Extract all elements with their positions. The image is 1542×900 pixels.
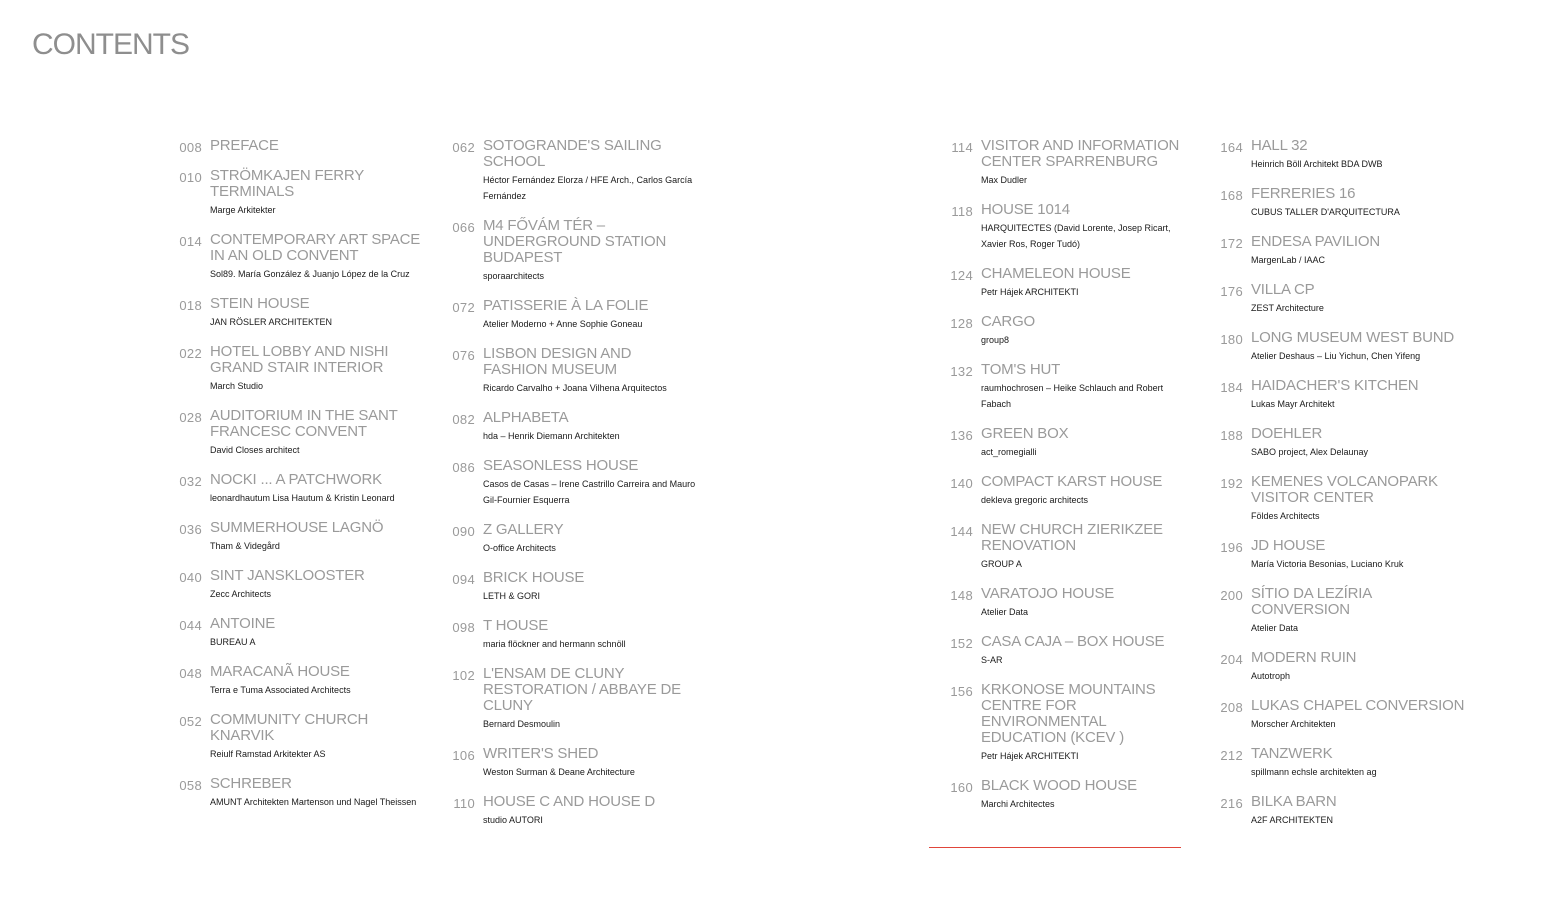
toc-entry[interactable]: [447, 794, 697, 828]
project-title: Z GALLERY: [483, 521, 564, 538]
toc-entry[interactable]: [1215, 586, 1465, 636]
architect-name: Földes Architects: [1251, 511, 1320, 521]
toc-entry[interactable]: [1215, 426, 1465, 460]
project-title: SINT JANSKLOOSTER: [210, 567, 365, 584]
page-number: 196: [1220, 540, 1243, 555]
project-title: SCHREBER: [210, 775, 292, 792]
project-title: DOEHLER: [1251, 425, 1323, 442]
toc-entry[interactable]: [945, 778, 1195, 812]
project-title: LISBON DESIGN AND FASHION MUSEUM: [483, 345, 632, 378]
page-number: 008: [179, 140, 202, 155]
page-number: 048: [179, 666, 202, 681]
page-number: 172: [1220, 236, 1243, 251]
toc-entry[interactable]: [945, 426, 1195, 460]
toc-entry[interactable]: [174, 712, 424, 762]
page-number: 076: [452, 348, 475, 363]
page-number: 200: [1220, 588, 1243, 603]
page-number: 164: [1220, 140, 1243, 155]
architect-name: leonardhautum Lisa Hautum & Kristin Leonard: [210, 493, 395, 503]
project-title: VARATOJO HOUSE: [981, 585, 1115, 602]
architect-name: group8: [981, 335, 1010, 345]
architect-name: Reiulf Ramstad Arkitekter AS: [210, 749, 326, 759]
architect-name: O-office Architects: [483, 543, 556, 553]
project-title: LONG MUSEUM WEST BUND: [1251, 329, 1455, 346]
toc-entry[interactable]: [447, 666, 697, 732]
toc-entry[interactable]: [447, 298, 697, 332]
architect-name: dekleva gregoric architects: [981, 495, 1089, 505]
architect-name: Sol89. María González & Juanjo López de la Cruz: [210, 269, 410, 279]
page-number: 144: [950, 524, 973, 539]
toc-entry[interactable]: [945, 266, 1195, 300]
project-title: GREEN BOX: [981, 425, 1069, 442]
project-title: VILLA CP: [1251, 281, 1315, 298]
toc-entry[interactable]: [1215, 474, 1465, 524]
project-title: STRÖMKAJEN FERRY TERMINALS: [210, 167, 364, 200]
page-number: 160: [950, 780, 973, 795]
toc-entry[interactable]: [174, 664, 424, 698]
architect-name: GROUP A: [981, 559, 1022, 569]
page-number: 156: [950, 684, 973, 699]
page-number: 028: [179, 410, 202, 425]
page-number: 014: [179, 234, 202, 249]
architect-name: sporaarchitects: [483, 271, 545, 281]
project-title: COMPACT KARST HOUSE: [981, 473, 1163, 490]
toc-column-3: [945, 138, 1195, 826]
toc-entry[interactable]: [1215, 378, 1465, 412]
architect-name: Heinrich Böll Architekt BDA DWB: [1251, 159, 1383, 169]
toc-entry[interactable]: [174, 776, 424, 810]
architect-name: Weston Surman & Deane Architecture: [483, 767, 635, 777]
architect-name: Héctor Fernández Elorza / HFE Arch., Carlos García Fernández: [483, 175, 693, 201]
page-number: 044: [179, 618, 202, 633]
project-title: AUDITORIUM IN THE SANT FRANCESC CONVENT: [210, 407, 398, 440]
project-title: L'ENSAM DE CLUNY RESTORATION / ABBAYE DE CLUNY: [483, 665, 681, 714]
toc-entry[interactable]: [1215, 282, 1465, 316]
project-title: M4 FŐVÁM TÉR – UNDERGROUND STATION BUDAPEST: [483, 217, 667, 266]
toc-entry[interactable]: [174, 472, 424, 506]
architect-name: Lukas Mayr Architekt: [1251, 399, 1335, 409]
architect-name: Atelier Moderno + Anne Sophie Goneau: [483, 319, 643, 329]
toc-entry[interactable]: [447, 746, 697, 780]
page-number: 132: [950, 364, 973, 379]
page-number: 180: [1220, 332, 1243, 347]
page-number: 176: [1220, 284, 1243, 299]
architect-name: Terra e Tuma Associated Architects: [210, 685, 351, 695]
page-number: 036: [179, 522, 202, 537]
toc-entry[interactable]: [174, 520, 424, 554]
project-title: T HOUSE: [483, 617, 549, 634]
architect-name: Morscher Architekten: [1251, 719, 1336, 729]
toc-entry[interactable]: [174, 408, 424, 458]
page-number: 032: [179, 474, 202, 489]
page-number: 086: [452, 460, 475, 475]
toc-entry[interactable]: [174, 344, 424, 394]
toc-entry[interactable]: [447, 522, 697, 556]
toc-entry[interactable]: [1215, 746, 1465, 780]
toc-entry[interactable]: [1215, 138, 1465, 172]
project-title: CARGO: [981, 313, 1036, 330]
page-number: 124: [950, 268, 973, 283]
page-number: 188: [1220, 428, 1243, 443]
architect-name: Zecc Architects: [210, 589, 272, 599]
project-title: NOCKI ... A PATCHWORK: [210, 471, 382, 488]
toc-column-4: [1215, 138, 1465, 842]
project-title: SOTOGRANDE'S SAILING SCHOOL: [483, 137, 662, 170]
project-title: NEW CHURCH ZIERIKZEE RENOVATION: [981, 521, 1163, 554]
page-number: 110: [453, 796, 475, 811]
project-title: MARACANÃ HOUSE: [210, 663, 350, 680]
toc-entry[interactable]: [1215, 234, 1465, 268]
project-title: HOTEL LOBBY AND NISHI GRAND STAIR INTERIOR: [210, 343, 389, 376]
project-title: STEIN HOUSE: [210, 295, 310, 312]
project-title: SUMMERHOUSE LAGNÖ: [210, 519, 384, 536]
architect-name: CUBUS TALLER D'ARQUITECTURA: [1251, 207, 1400, 217]
page-number: 168: [1220, 188, 1243, 203]
toc-entry[interactable]: [447, 218, 697, 284]
page-number: 058: [179, 778, 202, 793]
project-title: HOUSE C AND HOUSE D: [483, 793, 656, 810]
toc-entry[interactable]: [945, 138, 1195, 188]
page-number: 082: [452, 412, 475, 427]
page-number: 136: [950, 428, 973, 443]
architect-name: spillmann echsle architekten ag: [1251, 767, 1377, 777]
project-title: BLACK WOOD HOUSE: [981, 777, 1137, 794]
toc-entry[interactable]: [1215, 698, 1465, 732]
architect-name: JAN RÖSLER ARCHITEKTEN: [210, 317, 333, 327]
toc-entry[interactable]: [447, 346, 697, 396]
page-number: 040: [179, 570, 202, 585]
page-number: 072: [452, 300, 475, 315]
project-title: PREFACE: [210, 137, 279, 154]
architect-name: Atelier Data: [981, 607, 1029, 617]
toc-column-1: [174, 138, 424, 824]
toc-entry[interactable]: [945, 682, 1195, 764]
architect-name: Petr Hájek ARCHITEKTI: [981, 751, 1079, 761]
project-title: BRICK HOUSE: [483, 569, 585, 586]
architect-name: HARQUITECTES (David Lorente, Josep Ricart, Xavier Ros, Roger Tudó): [981, 223, 1171, 249]
toc-entry[interactable]: [447, 458, 697, 508]
architect-name: Atelier Data: [1251, 623, 1299, 633]
page-number: 018: [179, 298, 202, 313]
project-title: TOM'S HUT: [981, 361, 1061, 378]
project-title: ALPHABETA: [483, 409, 569, 426]
toc-entry[interactable]: [174, 568, 424, 602]
toc-entry[interactable]: [1215, 186, 1465, 220]
page-number: 094: [452, 572, 475, 587]
architect-name: ZEST Architecture: [1251, 303, 1324, 313]
toc-entry[interactable]: [1215, 330, 1465, 364]
page-number: 128: [950, 316, 973, 331]
toc-entry[interactable]: [447, 138, 697, 204]
page-number: 118: [951, 204, 973, 219]
selection-underline: [929, 847, 1181, 848]
toc-entry[interactable]: [945, 634, 1195, 668]
page-number: 062: [452, 140, 475, 155]
page-number: 052: [179, 714, 202, 729]
project-title: FERRERIES 16: [1251, 185, 1356, 202]
project-title: SÍTIO DA LEZÍRIA CONVERSION: [1251, 585, 1372, 618]
page-number: 102: [452, 668, 475, 683]
architect-name: David Closes architect: [210, 445, 300, 455]
toc-entry[interactable]: [1215, 794, 1465, 828]
architect-name: María Victoria Besonias, Luciano Kruk: [1251, 559, 1404, 569]
page-number: 184: [1220, 380, 1243, 395]
page-number: 148: [950, 588, 973, 603]
page-number: 114: [951, 140, 973, 155]
project-title: LUKAS CHAPEL CONVERSION: [1251, 697, 1465, 714]
architect-name: Marge Arkitekter: [210, 205, 276, 215]
page-number: 216: [1220, 796, 1243, 811]
project-title: KRKONOSE MOUNTAINS CENTRE FOR ENVIRONMENTAL EDUCATION (KCEV ): [981, 681, 1156, 746]
page-number: 066: [452, 220, 475, 235]
toc-entry[interactable]: [447, 410, 697, 444]
architect-name: AMUNT Architekten Martenson und Nagel Theissen: [210, 797, 417, 807]
page-number: 192: [1220, 476, 1243, 491]
architect-name: A2F ARCHITEKTEN: [1251, 815, 1334, 825]
architect-name: hda – Henrik Diemann Architekten: [483, 431, 620, 441]
architect-name: Marchi Architectes: [981, 799, 1055, 809]
toc-entry[interactable]: [1215, 538, 1465, 572]
project-title: HOUSE 1014: [981, 201, 1070, 218]
architect-name: Max Dudler: [981, 175, 1028, 185]
toc-entry[interactable]: [447, 570, 697, 604]
project-title: CHAMELEON HOUSE: [981, 265, 1131, 282]
architect-name: maria flöckner and hermann schnöll: [483, 639, 626, 649]
toc-entry[interactable]: [945, 522, 1195, 572]
toc-entry[interactable]: [174, 296, 424, 330]
project-title: SEASONLESS HOUSE: [483, 457, 639, 474]
page-title: CONTENTS: [32, 28, 189, 61]
project-title: WRITER'S SHED: [483, 745, 599, 762]
page-number: 090: [452, 524, 475, 539]
project-title: MODERN RUIN: [1251, 649, 1357, 666]
toc-entry[interactable]: [174, 616, 424, 650]
project-title: HALL 32: [1251, 137, 1308, 154]
architect-name: Ricardo Carvalho + Joana Vilhena Arquitectos: [483, 383, 667, 393]
toc-entry[interactable]: [1215, 650, 1465, 684]
architect-name: LETH & GORI: [483, 591, 541, 601]
architect-name: Bernard Desmoulin: [483, 719, 561, 729]
toc-entry[interactable]: [945, 314, 1195, 348]
toc-entry[interactable]: [447, 618, 697, 652]
project-title: PATISSERIE À LA FOLIE: [483, 297, 649, 314]
architect-name: studio AUTORI: [483, 815, 543, 825]
architect-name: Atelier Deshaus – Liu Yichun, Chen Yifeng: [1251, 351, 1421, 361]
project-title: JD HOUSE: [1251, 537, 1326, 554]
project-title: COMMUNITY CHURCH KNARVIK: [210, 711, 369, 744]
architect-name: Autotroph: [1251, 671, 1291, 681]
project-title: HAIDACHER'S KITCHEN: [1251, 377, 1419, 394]
architect-name: S-AR: [981, 655, 1003, 665]
page-number: 204: [1220, 652, 1243, 667]
architect-name: Petr Hájek ARCHITEKTI: [981, 287, 1079, 297]
toc-entry[interactable]: [174, 138, 424, 154]
architect-name: March Studio: [210, 381, 264, 391]
project-title: CASA CAJA – BOX HOUSE: [981, 633, 1165, 650]
project-title: BILKA BARN: [1251, 793, 1337, 810]
architect-name: act_romegialli: [981, 447, 1037, 457]
architect-name: Tham & Videgård: [210, 541, 280, 551]
project-title: ANTOINE: [210, 615, 276, 632]
page-number: 212: [1220, 748, 1243, 763]
toc-column-2: [447, 138, 697, 842]
page-number: 098: [452, 620, 475, 635]
project-title: VISITOR AND INFORMATION CENTER SPARRENBURG: [981, 137, 1180, 170]
project-title: CONTEMPORARY ART SPACE IN AN OLD CONVENT: [210, 231, 421, 264]
toc-entry[interactable]: [945, 362, 1195, 412]
architect-name: BUREAU A: [210, 637, 256, 647]
toc-entry[interactable]: [945, 586, 1195, 620]
page-number: 152: [950, 636, 973, 651]
toc-entry[interactable]: [174, 168, 424, 218]
architect-name: Casos de Casas – Irene Castrillo Carreira and Mauro Gil-Fournier Esquerra: [483, 479, 696, 505]
page-number: 208: [1220, 700, 1243, 715]
toc-entry[interactable]: [945, 474, 1195, 508]
architect-name: SABO project, Alex Delaunay: [1251, 447, 1369, 457]
project-title: KEMENES VOLCANOPARK VISITOR CENTER: [1251, 473, 1438, 506]
toc-entry[interactable]: [945, 202, 1195, 252]
project-title: ENDESA PAVILION: [1251, 233, 1380, 250]
toc-entry[interactable]: [174, 232, 424, 282]
page-number: 010: [179, 170, 202, 185]
page-number: 140: [950, 476, 973, 491]
architect-name: MargenLab / IAAC: [1251, 255, 1326, 265]
project-title: TANZWERK: [1251, 745, 1333, 762]
architect-name: raumhochrosen – Heike Schlauch and Robert Fabach: [981, 383, 1164, 409]
page-number: 106: [452, 748, 475, 763]
page-number: 022: [179, 346, 202, 361]
